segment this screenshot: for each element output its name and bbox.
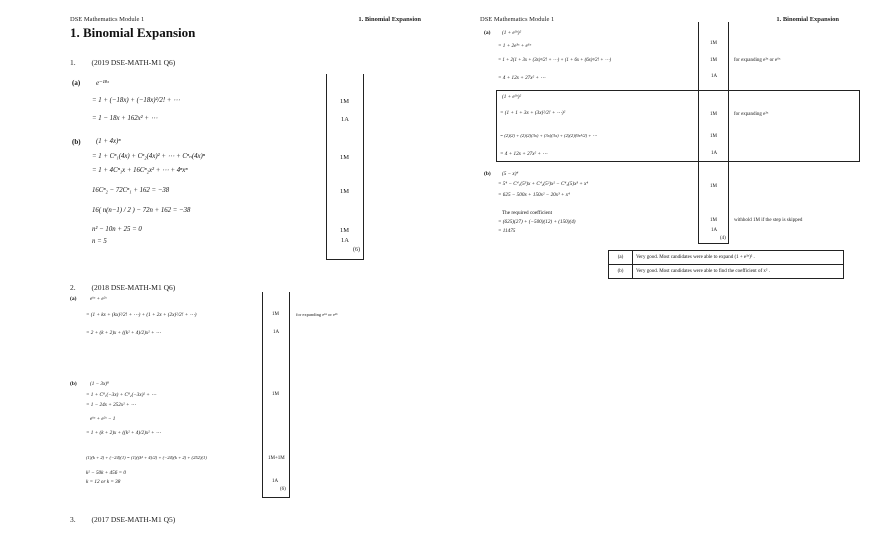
q1-part-a-label: (a) <box>72 79 81 87</box>
q1-b-mark: 1M <box>340 154 350 161</box>
q1-b-line: n² − 10n + 25 = 0 <box>92 226 142 233</box>
q1-b-line: = 1 + 4Cⁿ₁x + 16Cⁿ₂x² + ⋯ + 4ⁿxⁿ <box>92 167 188 174</box>
q1-b-mark: 1M <box>340 227 350 234</box>
right-page <box>444 0 887 545</box>
examiner-comments-table <box>608 250 844 279</box>
q2-b-mark: 1M+1M <box>268 456 285 461</box>
q2-b-mark: 1M <box>272 392 279 397</box>
b-line: = 5⁴ − C⁴₁(5³)x + C⁴₂(5²)x² − C⁴₃(5)x³ + x⁴ <box>498 181 589 187</box>
q3-source: (2017 DSE-MATH-M1 Q5) <box>91 515 176 524</box>
q2-b-line: = 1 − 24x + 252x² + ⋯ <box>86 402 136 408</box>
left-header-module: DSE Mathematics Module 1 <box>70 16 145 23</box>
right-header-module: DSE Mathematics Module 1 <box>480 16 555 23</box>
alt-line: = (1 + 1 + 3x + (3x)²/2! + ⋯)² <box>500 110 566 116</box>
q2-a-line: eᵏˣ + e²ˣ <box>90 296 107 302</box>
q1-b-line: = 1 + Cⁿ₁(4x) + Cⁿ₂(4x)² + ⋯ + Cⁿₙ(4x)ⁿ <box>92 153 205 160</box>
comment-label: (b) <box>609 265 633 279</box>
a-line: = 4 + 12x + 27x² + ⋯ <box>498 75 546 81</box>
b-line: = 11475 <box>498 228 516 234</box>
b-line: The required coefficient <box>502 210 553 216</box>
a-mark: 1A <box>711 74 718 79</box>
q1-source: (2019 DSE-MATH-M1 Q6) <box>91 58 176 67</box>
q2-marks-line-left <box>262 292 263 498</box>
q1-a-mark: 1M <box>340 98 350 105</box>
q1-marks-line-right <box>363 74 364 260</box>
q1-b-line: 16Cⁿ₂ − 72Cⁿ₁ + 162 = −38 <box>92 187 170 194</box>
q1-total-line <box>326 259 363 260</box>
chapter-title: 1. Binomial Expansion <box>70 25 196 40</box>
q3-number: 3. <box>70 515 76 524</box>
q2-a-remark: for expanding eᵏˣ or e²ˣ <box>296 312 338 317</box>
q1-a-mark: 1A <box>341 116 349 123</box>
a-remark: for expanding e³ˣ or e⁶ˣ <box>734 58 781 63</box>
q1-marks-line-left <box>326 74 327 260</box>
q2-part-b-label: (b) <box>70 381 77 387</box>
q1-number: 1. <box>70 58 76 67</box>
comment-label: (a) <box>609 251 633 265</box>
q1-total: (6) <box>353 247 360 253</box>
q2-heading <box>70 283 175 292</box>
q3-heading <box>70 515 175 524</box>
part-b-label: (b) <box>484 171 491 177</box>
q2-b-line: (1 − 3x)⁸ <box>90 381 109 387</box>
q2-b-line: k² − 50k + 456 = 0 <box>86 470 127 476</box>
right-header-chapter: 1. Binomial Expansion <box>776 16 839 23</box>
alternative-solution-box <box>496 90 860 162</box>
left-page <box>0 0 443 545</box>
b-line: = 625 − 500x + 150x² − 20x³ + x⁴ <box>498 192 570 198</box>
alt-remark: for expanding e³ˣ <box>734 112 769 117</box>
q2-b-line: eᵏˣ + e²ˣ − 1 <box>90 416 116 422</box>
q2-b-line: = 1 + C⁸₁(−3x) + C⁸₂(−3x)² + ⋯ <box>86 392 157 398</box>
q1-b-line: 16( n(n−1) / 2 ) − 72n + 162 = −38 <box>92 207 191 214</box>
q2-a-mark: 1M <box>272 312 279 317</box>
q1-b-line: n = 5 <box>92 238 107 245</box>
alt-line: (1 + e³ˣ)² <box>502 94 522 100</box>
b-mark: 1M <box>710 184 717 189</box>
b-line: (5 − x)⁴ <box>502 171 519 177</box>
q2-b-line: k = 12 or k = 38 <box>86 479 121 485</box>
q1-b-line: (1 + 4x)ⁿ <box>96 138 121 145</box>
alt-mark: 1A <box>711 151 718 156</box>
q2-total: (6) <box>280 487 286 492</box>
q1-a-line: = 1 − 18x + 162x² + ⋯ <box>92 115 158 122</box>
alt-mark: 1M <box>710 112 717 117</box>
a-line: = 1 + 2e³ˣ + e⁶ˣ <box>498 43 532 49</box>
q1-b-mark: 1A <box>341 237 349 244</box>
total-line <box>698 243 728 244</box>
marks-line-left <box>698 22 699 244</box>
alt-line: = (2)(2) + (2)(2)(3x) + (3x)(3x) + (2)(2)(9x²/2) + ⋯ <box>500 133 598 138</box>
q1-part-b-label: (b) <box>72 138 81 146</box>
total: (4) <box>720 236 726 241</box>
comment-row <box>609 251 844 265</box>
q1-b-mark: 1M <box>340 188 350 195</box>
left-header-chapter: 1. Binomial Expansion <box>358 16 421 23</box>
q2-b-mark: 1A <box>272 479 279 484</box>
q1-a-line: e⁻¹⁸ˣ <box>96 80 109 87</box>
q2-part-a-label: (a) <box>70 296 77 302</box>
comment-text: Very good. Most candidates were able to expand (1 + e³ˣ)² . <box>633 251 844 265</box>
alt-mark: 1M <box>710 134 717 139</box>
b-mark: 1M <box>710 218 717 223</box>
q2-number: 2. <box>70 283 76 292</box>
b-remark: withhold 1M if the step is skipped <box>734 218 803 223</box>
q2-total-line <box>262 497 289 498</box>
a-line: = 1 + 2(1 + 3x + (3x)²/2! + ⋯) + (1 + 6x + (6x)²/2! + ⋯) <box>498 58 612 63</box>
q2-b-line: = 1 + (k + 2)x + ((k² + 4)/2)x² + ⋯ <box>86 430 161 436</box>
q2-b-line: (1)(k + 2) + (−24)(1) = (1)((k² + 4)/2) + (−24)(k + 2) + (252)(1) <box>86 455 207 460</box>
q2-marks-line-right <box>289 292 290 498</box>
alt-line: = 4 + 12x + 27x² + ⋯ <box>500 151 548 157</box>
comment-row <box>609 265 844 279</box>
q1-a-line: = 1 + (−18x) + (−18x)²/2! + ⋯ <box>92 97 180 104</box>
part-a-label: (a) <box>484 30 491 36</box>
q2-a-line: = 2 + (k + 2)x + ((k² + 4)/2)x² + ⋯ <box>86 330 161 336</box>
a-mark: 1M <box>710 41 717 46</box>
q2-source: (2018 DSE-MATH-M1 Q6) <box>91 283 176 292</box>
comment-text: Very good. Most candidates were able to find the coefficient of x² . <box>633 265 844 279</box>
b-mark: 1A <box>711 228 718 233</box>
marks-line-right <box>728 22 729 244</box>
a-line: (1 + e³ˣ)² <box>502 30 522 36</box>
b-line: = (625)(27) + (−500)(12) + (150)(4) <box>498 219 576 225</box>
q2-a-line: = (1 + kx + (kx)²/2! + ⋯) + (1 + 2x + (2x)²/2! + ⋯) <box>86 312 197 318</box>
a-mark: 1M <box>710 58 717 63</box>
q1-heading <box>70 58 175 67</box>
q2-a-mark: 1A <box>273 330 280 335</box>
